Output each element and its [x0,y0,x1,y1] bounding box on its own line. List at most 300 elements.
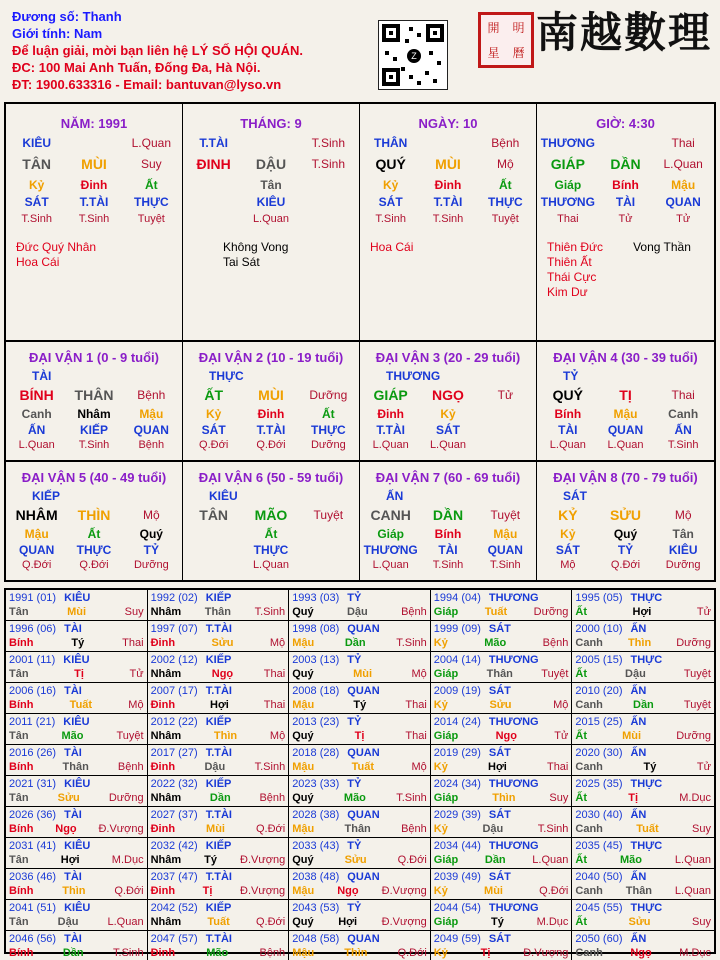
year-label: 2039 (49) [433,871,481,883]
year-god: TÀI [64,685,82,697]
year-stem: Đinh [150,637,176,649]
hidden-stem: Giáp [377,527,404,541]
hidden-stem: Kỷ [382,178,399,192]
hidden-stage: Q.Đới [79,559,109,571]
year-cell [289,590,431,621]
year-bottom [434,667,569,681]
year-label: 2019 (29) [433,747,481,759]
year-label: 2005 (15) [575,654,623,666]
year-cell [148,869,290,900]
year-cell [572,807,714,838]
year-branch: Tị [354,730,365,742]
hidden-stem: Đinh [257,407,285,421]
year-bottom [292,884,427,898]
hidden-stage: T.Sinh [667,439,699,451]
year-bottom [434,760,569,774]
year-god: TỶ [347,654,362,666]
name-label: Đương số: Thanh [12,9,122,24]
year-label: 2007 (17) [150,685,198,697]
stem: TÂN [22,156,52,172]
year-stem: Giáp [433,854,459,866]
hidden-god [300,543,357,558]
year-stage: Dưỡng [676,637,711,649]
year-label: 2028 (38) [292,809,340,821]
qr-code[interactable]: Z [378,20,448,90]
year-stem: Ất [575,730,587,742]
hidden-god: SÁT [555,543,580,557]
hidden-gods-row [185,543,357,558]
stem: ẤT [204,387,223,403]
branch: SỬU [609,507,642,523]
year-bottom [292,667,427,681]
year-stem: Kỷ [433,699,448,711]
year-god: QUAN [347,685,380,697]
year-branch: Dần [344,637,366,649]
hidden-stem: Bính [434,527,462,541]
year-cell [289,745,431,776]
gender-label: Giới tính: Nam [12,26,103,41]
year-god: QUAN [347,809,380,821]
year-stem: Canh [575,947,603,959]
year-branch: Dậu [482,823,504,835]
hidden-stem [300,526,357,543]
year-label: 2011 (21) [9,716,56,728]
stage: Mộ [674,508,692,522]
year-top [292,622,427,636]
hidden-stage [300,211,357,228]
year-bottom [9,698,144,712]
star: Hoa Cái [370,240,414,254]
year-god: KIẾP [205,654,232,666]
year-branch: Ngọ [55,823,77,835]
stem: QUÝ [375,156,406,172]
hidden-god: SÁT [201,423,226,437]
hidden-stage-row [185,558,357,572]
year-top [9,808,144,822]
hidden-stems-row [185,526,357,543]
year-god: SÁT [488,871,511,883]
year-branch: Dậu [625,668,646,680]
year-cell [431,900,573,931]
hidden-stem [185,177,242,194]
year-top [9,653,144,667]
hidden-god [185,543,242,558]
stem-branch-row [362,156,534,173]
hidden-stage: L.Quan [549,439,586,451]
year-label: 2030 (40) [575,809,623,821]
year-god: KIẾP [205,592,232,604]
year-branch: Dậu [346,606,368,618]
year-top [434,808,569,822]
year-bottom [434,605,569,619]
year-stem: Tân [9,792,29,804]
year-stem: Nhâm [150,792,182,804]
year-god: SÁT [488,747,511,759]
dai-van-row-2 [4,462,716,582]
stem-branch-row [539,156,712,173]
hidden-god: THƯƠNG [540,195,595,209]
year-stem: Quý [292,668,314,680]
year-bottom [575,698,711,712]
year-cell [289,621,431,652]
dai-van-god: THỰC [209,369,244,383]
hidden-god: T.TÀI [433,195,463,209]
year-label: 2047 (57) [150,933,198,945]
hidden-stem: Quý [139,527,163,541]
year-branch: Tuất [636,823,659,835]
year-top [434,870,569,884]
stage: Tuyệt [490,508,521,522]
logo-text: 南越數理 [536,8,713,57]
year-cell [6,900,148,931]
dai-van-title: ĐẠI VẬN 7 (60 - 69 tuổi) [375,470,521,485]
year-cell [148,683,290,714]
year-stage: Mộ [411,761,427,773]
year-bottom [575,605,711,619]
hidden-god: THỰC [311,423,346,437]
stem: TÂN [199,507,229,523]
year-bottom [9,729,144,743]
pillar-0 [6,104,183,340]
branch: DẦN [610,156,641,172]
year-stage: Bệnh [401,823,427,835]
stars [539,240,712,300]
year-stage: Bệnh [401,606,427,618]
year-god: THƯƠNG [488,592,539,604]
year-cell [572,683,714,714]
year-branch: Hợi [210,699,229,711]
hidden-stage: Tuyệt [491,213,519,225]
stage: Mộ [142,508,160,522]
year-branch: Tý [71,637,85,649]
hidden-god: T.TÀI [79,195,109,209]
hidden-stems-row [362,526,534,543]
seal-stamp: 開 明 星 曆 [478,12,534,68]
year-bottom [151,791,286,805]
year-stem: Đinh [150,885,176,897]
year-stem: Nhâm [150,916,182,928]
year-cell [148,621,290,652]
hidden-stems-row [8,526,180,543]
branch: THÌN [77,507,111,523]
year-stage: Dưỡng [108,792,144,804]
year-branch: Dậu [57,916,79,928]
dai-van-5 [6,462,183,580]
year-label: 1996 (06) [9,623,57,635]
year-god: KIÊU [63,654,90,666]
star: Vong Thần [633,240,691,254]
year-bottom [9,760,144,774]
hidden-god: THỰC [134,195,169,209]
year-stem: Ất [575,668,587,680]
hidden-god [300,194,357,211]
year-god: THỰC [630,654,663,666]
year-god: KIẾP [205,716,232,728]
hidden-god: QUAN [487,543,523,557]
year-stem: Đinh [150,699,176,711]
hidden-god: QUAN [133,423,169,437]
year-stem: Giáp [433,792,459,804]
year-label: 2002 (12) [150,654,198,666]
hidden-stem: Mậu [139,407,164,421]
year-stem: Đinh [150,761,176,773]
year-branch: Dần [484,854,506,866]
star: Đức Quý Nhân [16,240,97,254]
dai-van-god: KIẾP [32,489,61,503]
hidden-god: THỰC [76,543,112,557]
branch: NGỌ [432,387,464,403]
year-stage: Tuyệt [683,699,711,711]
year-stage: Đ.Vượng [240,885,286,897]
year-god: T.TÀI [205,685,232,697]
year-branch: Mão [61,730,84,742]
year-god: SÁT [488,685,511,697]
pillar-2 [360,104,537,340]
year-top [575,746,711,760]
year-top [9,870,144,884]
year-branch: Tý [491,916,504,928]
year-god: QUAN [347,871,380,883]
year-cell [572,776,714,807]
stem-branch-row [8,156,180,173]
year-bottom [292,915,427,929]
stars-right [223,240,288,270]
year-branch: Thân [625,885,653,897]
year-cell [572,652,714,683]
year-label: 2000 (10) [575,623,623,635]
year-top [434,746,569,760]
year-label: 1998 (08) [292,623,340,635]
year-stage: T.Sinh [254,761,286,773]
hidden-god [477,423,534,438]
year-stem: Nhâm [150,730,182,742]
year-stem: Kỷ [433,637,448,649]
hidden-stage: L.Quan [372,439,409,451]
hidden-stem: Mậu [671,178,696,192]
hidden-god: KIÊU [256,195,286,209]
stage: Mộ [496,157,514,171]
year-label: 2020 (30) [575,747,623,759]
year-stem: Mậu [292,637,315,649]
year-top [575,684,711,698]
hidden-stage: T.Sinh [432,559,464,571]
year-branch: Ngọ [495,730,517,742]
year-label: 1993 (03) [292,592,340,604]
hidden-stage: T.Sinh [21,213,52,225]
year-top [151,591,286,605]
year-stage: Bệnh [259,947,286,959]
year-god: T.TÀI [205,809,232,821]
year-cell [6,745,148,776]
hidden-stem: Tân [672,527,694,541]
hidden-stage: L.Quan [18,439,55,451]
hidden-stage: Dưỡng [133,559,169,571]
hidden-stem: Bính [612,178,639,192]
year-stage: Đ.Vượng [523,947,569,959]
year-stem: Mậu [292,947,315,959]
hidden-stage-row [8,211,180,228]
hidden-stage: T.Sinh [375,213,406,225]
year-branch: Tị [628,792,638,804]
pillar-top: T.TÀI [199,136,228,150]
year-stage: Tuyệt [541,668,569,680]
year-branch: Dần [62,947,84,959]
year-label: 2021 (31) [9,778,57,790]
stem: QUÝ [552,387,583,403]
hidden-god: THỰC [488,195,523,209]
hidden-stem: Đinh [377,407,404,421]
year-stem: Quý [292,730,314,742]
branch: MÙI [81,156,107,172]
year-stage: T.Sinh [396,637,427,649]
hidden-gods-row [539,543,712,558]
dai-van-stem-branch [362,507,534,524]
hidden-stage: Thai [557,213,579,225]
year-label: 1991 (01) [9,592,57,604]
year-god: ẤN [630,933,647,945]
hidden-stem: Mậu [613,407,638,421]
year-stem: Đinh [150,823,176,835]
year-bottom [9,791,144,805]
year-branch: Tuất [69,699,93,711]
year-cell [289,931,431,960]
year-branch: Hợi [338,916,358,928]
year-cell [148,807,290,838]
year-stage: Suy [692,823,711,835]
year-stem: Quý [292,916,314,928]
year-label: 2050 (60) [575,933,623,945]
year-label: 2046 (56) [9,933,57,945]
dai-van-god: KIÊU [209,489,238,503]
hidden-gods-row [362,194,534,211]
year-bottom [9,636,144,650]
year-bottom [9,915,144,929]
stage: Dưỡng [309,388,348,402]
year-label: 2017 (27) [150,747,198,759]
hidden-stage [185,211,242,228]
year-cell [148,652,290,683]
year-stage: Tử [554,730,569,742]
hidden-stem: Ất [144,178,158,192]
year-cell [6,590,148,621]
pillar-top: T.Sinh [311,136,345,150]
pillar-title: THÁNG: 9 [240,116,302,131]
hidden-stage: Dưỡng [665,559,701,571]
pillar-top: THƯƠNG [540,136,595,150]
year-god: THƯƠNG [488,654,539,666]
year-bottom [151,853,286,867]
hidden-stem [477,406,534,423]
year-top [292,870,427,884]
year-god: T.TÀI [205,933,232,945]
year-label: 2043 (53) [292,902,340,914]
year-top [9,715,144,729]
year-cell [431,683,573,714]
year-branch: Tị [74,668,84,680]
year-stage: Đ.Vượng [240,854,286,866]
year-top [9,622,144,636]
dai-van-1 [6,342,183,460]
year-label: 2033 (43) [292,840,340,852]
year-god: SÁT [488,623,511,635]
hidden-god: TÀI [438,543,458,557]
hidden-stem: Kỷ [560,527,576,541]
year-branch: Thìn [492,792,516,804]
year-branch: Sửu [211,637,234,649]
year-stem: Kỷ [433,761,448,773]
year-god: TỶ [347,778,362,790]
year-bottom [292,791,427,805]
year-bottom [575,915,711,929]
year-god: T.TÀI [205,871,232,883]
year-branch: Mùi [484,885,503,897]
dai-van-title: ĐẠI VẬN 8 (70 - 79 tuổi) [553,470,698,485]
stage: L.Quan [663,157,703,171]
hidden-gods-row [185,194,357,211]
year-stage: Bệnh [259,792,286,804]
year-top [151,870,286,884]
year-top [9,932,144,946]
hidden-stage: L.Quan [252,559,290,571]
dai-van-2 [183,342,360,460]
year-cell [6,683,148,714]
hidden-stage [300,558,357,572]
year-stem: Mậu [292,699,315,711]
pillar-3 [537,104,714,340]
hidden-stage: Q.Đới [22,559,52,571]
dai-van-8 [537,462,714,580]
year-stage: T.Sinh [113,947,144,959]
year-label: 2044 (54) [433,902,481,914]
stars-left [16,240,96,270]
hidden-god: TÀI [558,423,578,437]
year-cell [289,869,431,900]
hidden-stage: Q.Đới [610,559,641,571]
year-stem: Giáp [433,606,459,618]
year-branch: Thân [204,606,232,618]
dai-van-god: THƯƠNG [386,369,441,383]
pillar-top: Bệnh [491,136,520,150]
pillar-top-row [539,135,712,152]
year-bottom [575,791,711,805]
year-bottom [151,667,286,681]
year-stem: Kỷ [433,885,448,897]
hidden-stem [300,177,357,194]
hidden-stage-row [8,438,180,452]
year-branch: Hợi [60,854,80,866]
star: Thái Cực [547,270,597,284]
year-god: KIÊU [64,778,91,790]
year-stem: Ất [575,854,587,866]
year-top [434,777,569,791]
dai-van-god: ẤN [386,489,404,503]
year-god: TÀI [64,933,82,945]
hidden-gods-row [362,423,534,438]
year-stem: Giáp [433,916,459,928]
year-cell [6,621,148,652]
hidden-stems-row [362,177,534,194]
year-god: KIÊU [64,592,91,604]
hidden-stage-row [539,558,712,572]
year-branch: Mão [484,637,507,649]
year-stage: Tử [129,668,144,680]
year-bottom [292,698,427,712]
dai-van-3 [360,342,537,460]
year-branch: Mùi [353,668,373,680]
pillar-top [242,135,299,152]
year-stem: Mậu [292,885,315,897]
year-stem: Bính [9,761,34,773]
